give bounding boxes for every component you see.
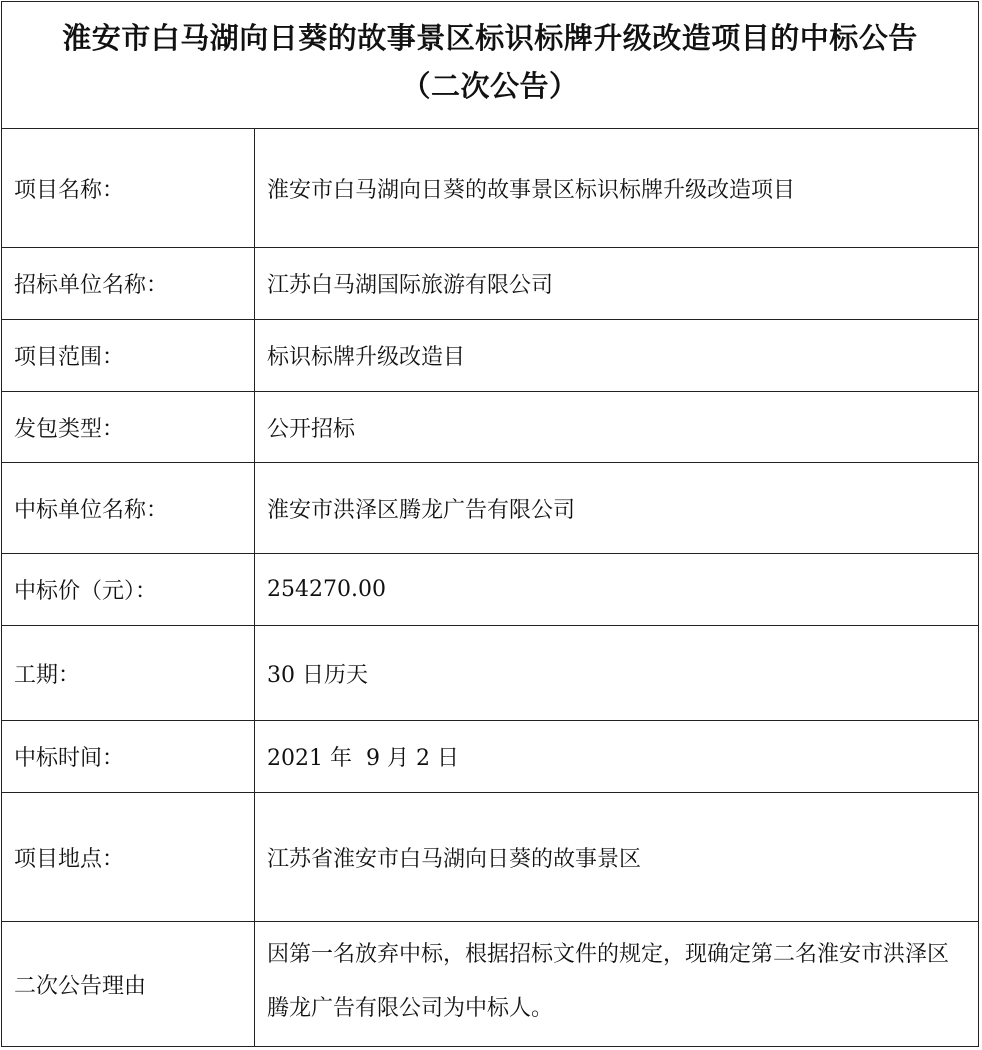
row-value: 江苏白马湖国际旅游有限公司 bbox=[267, 273, 554, 298]
row-value: 江苏省淮安市白马湖向日葵的故事景区 bbox=[267, 846, 642, 872]
row-value: 因第一名放弃中标，根据招标文件的规定，现确定第二名淮安市洪泽区腾龙广告有限公司为中标人。 bbox=[267, 942, 950, 1021]
announcement-document bbox=[1, 1, 979, 1047]
row-label: 项目名称： bbox=[2, 129, 255, 247]
table-row-project-scope bbox=[2, 320, 978, 392]
announcement-title bbox=[2, 2, 978, 129]
row-label: 发包类型： bbox=[2, 392, 255, 462]
table-row-duration bbox=[2, 626, 978, 721]
row-value: 公开招标 bbox=[267, 416, 356, 442]
row-label: 二次公告理由 bbox=[2, 922, 255, 1046]
table-row-project-location bbox=[2, 793, 978, 922]
row-value: 淮安市白马湖向日葵的故事景区标识标牌升级改造项目 bbox=[267, 177, 796, 203]
row-value: 30 日历天 bbox=[267, 662, 368, 688]
row-value: 254270.00 bbox=[267, 577, 386, 602]
row-value: 标识标牌升级改造目 bbox=[267, 345, 466, 370]
table-row-winning-price bbox=[2, 554, 978, 626]
row-value: 淮安市洪泽区腾龙广告有限公司 bbox=[267, 497, 576, 523]
table-row-winning-unit bbox=[2, 463, 978, 554]
title-line-main: 淮安市白马湖向日葵的故事景区标识标牌升级改造项目的中标公告 bbox=[62, 21, 918, 55]
table-row-award-date bbox=[2, 721, 978, 793]
table-row-reannouncement-reason bbox=[2, 922, 978, 1046]
table-row-tendering-unit bbox=[2, 248, 978, 320]
title-line-sub: （二次公告） bbox=[401, 69, 579, 103]
row-label: 中标单位名称： bbox=[2, 463, 255, 553]
table-row-contract-type bbox=[2, 392, 978, 463]
row-label: 项目范围： bbox=[2, 320, 255, 391]
row-label: 中标时间： bbox=[2, 721, 255, 792]
row-label: 工期： bbox=[2, 626, 255, 720]
row-label: 招标单位名称： bbox=[2, 248, 255, 319]
row-value: 2021 年 9 月 2 日 bbox=[267, 746, 459, 771]
table-row-project-name bbox=[2, 129, 978, 248]
row-label: 中标价（元）： bbox=[2, 554, 255, 625]
row-label: 项目地点： bbox=[2, 793, 255, 921]
